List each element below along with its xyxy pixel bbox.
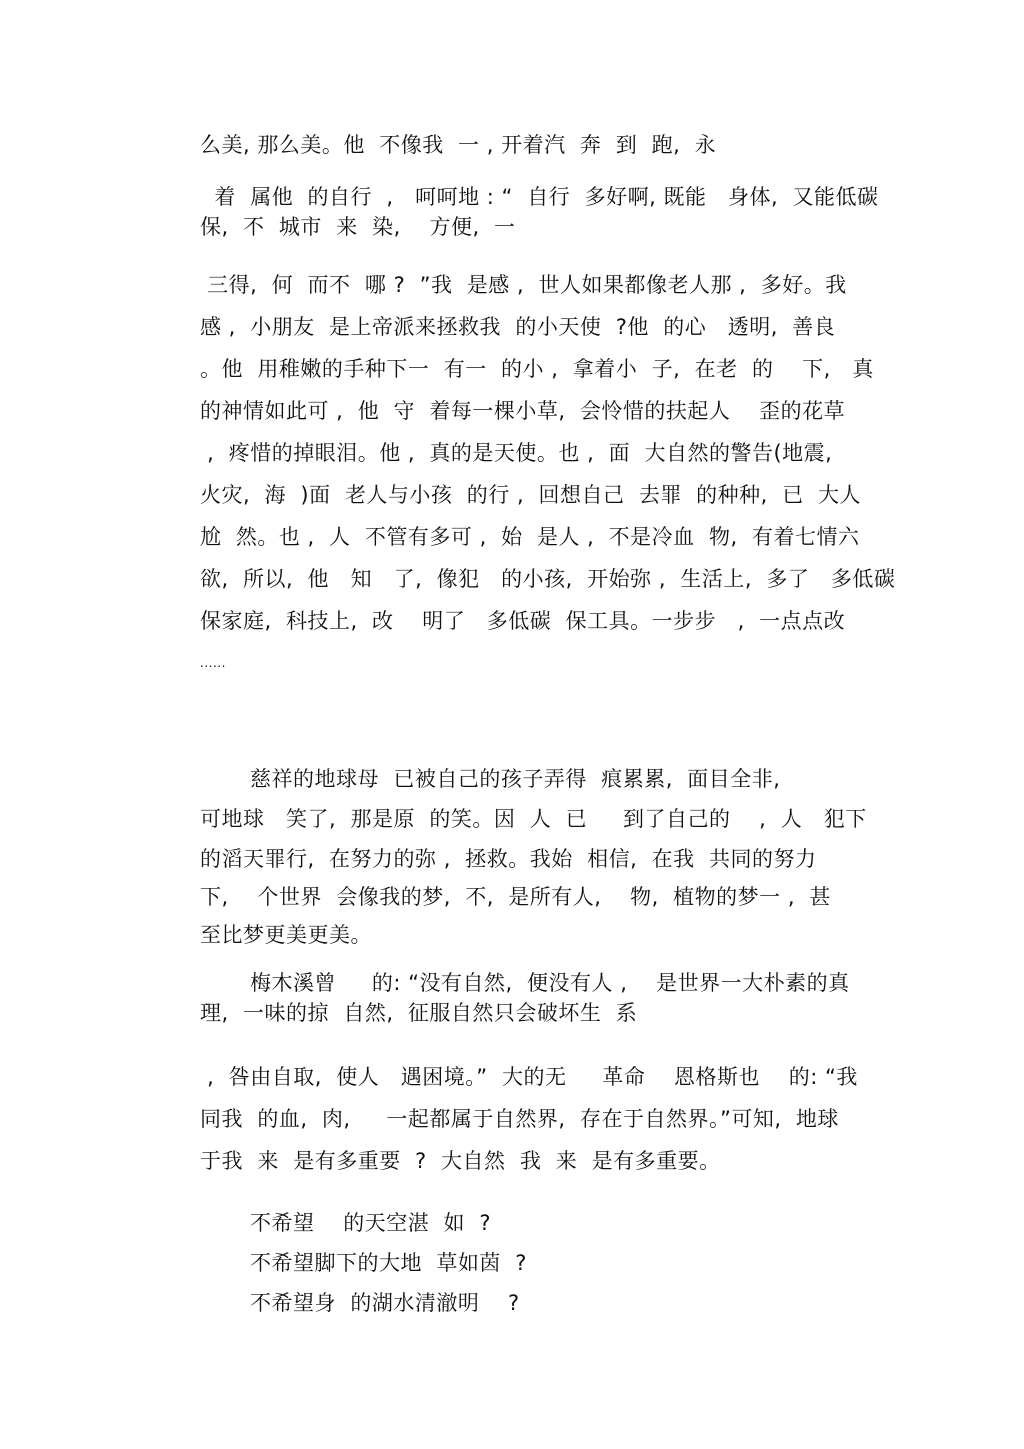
text-line: 着 属他 的自行 , 呵呵地 : “ 自行 多好啊, 既能 身体, 又能低碳 <box>200 185 879 209</box>
text-line: 梅木溪曾 的: “没有自然, 便没有人 , 是世界一大朴素的真 <box>250 971 850 995</box>
text-line: , 咎由自取, 使人 遇困境。” 大的无 革命 恩格斯也 的: “我 <box>200 1065 858 1089</box>
text-line: 。他 用稚嫩的手种下一 有一 的小 , 拿着小 子, 在老 的 下, 真 <box>200 357 874 381</box>
text-line: 三得, 何 而不 哪 ? ”我 是感 , 世人如果都像老人那 , 多好。我 <box>200 273 847 297</box>
text-line: 尬 然。也 , 人 不管有多可 , 始 是人 , 不是冷血 物, 有着七情六 <box>200 525 860 549</box>
ellipsis: ...... <box>200 656 226 670</box>
text-line: 至比梦更美更美。 <box>200 923 372 947</box>
text-line: 同我 的血, 肉, 一起都属于自然界, 存在于自然界。”可知, 地球 <box>200 1107 839 1131</box>
text-line: 欲, 所以, 他 知 了, 像犯 的小孩, 开始弥 , 生活上, 多了 多低碳 <box>200 567 896 591</box>
text-line: 保家庭, 科技上, 改 明了 多低碳 保工具。一步步 , 一点点改 <box>200 609 846 633</box>
question-line: 不希望脚下的大地 草如茵 ? <box>250 1251 527 1275</box>
text-line: 于我 来 是有多重要 ? 大自然 我 来 是有多重要。 <box>200 1149 721 1173</box>
text-line: 可地球 笑了, 那是原 的笑。因 人 已 到了自己的 , 人 犯下 <box>200 807 867 831</box>
text-line: 么美, 那么美。他 不像我 一 , 开着汽 奔 到 跑, 永 <box>200 133 717 157</box>
question-line: 不希望身 的湖水清澈明 ? <box>250 1291 520 1315</box>
text-line: 的滔天罪行, 在努力的弥 , 拯救。我始 相信, 在我 共同的努力 <box>200 847 817 871</box>
text-line: 理, 一味的掠 自然, 征服自然只会破坏生 系 <box>200 1001 638 1025</box>
text-line: 慈祥的地球母 已被自己的孩子弄得 痕累累, 面目全非, <box>250 767 781 791</box>
text-line: 下, 个世界 会像我的梦, 不, 是所有人, 物, 植物的梦一 , 甚 <box>200 885 831 909</box>
text-line: , 疼惜的掉眼泪。他 , 真的是天使。也 , 面 大自然的警告(地震, <box>200 441 833 465</box>
text-line: 保, 不 城市 来 染, 方便, 一 <box>200 215 516 239</box>
text-line: 感 , 小朋友 是上帝派来拯救我 的小天使 ?他 的心 透明, 善良 <box>200 315 836 339</box>
text-line: 的神情如此可 , 他 守 着每一棵小草, 会怜惜的扶起人 歪的花草 <box>200 399 846 423</box>
text-line: 火灾, 海 )面 老人与小孩 的行 , 回想自己 去罪 的种种, 已 大人 <box>200 483 862 507</box>
question-line: 不希望 的天空湛 如 ? <box>250 1211 492 1235</box>
